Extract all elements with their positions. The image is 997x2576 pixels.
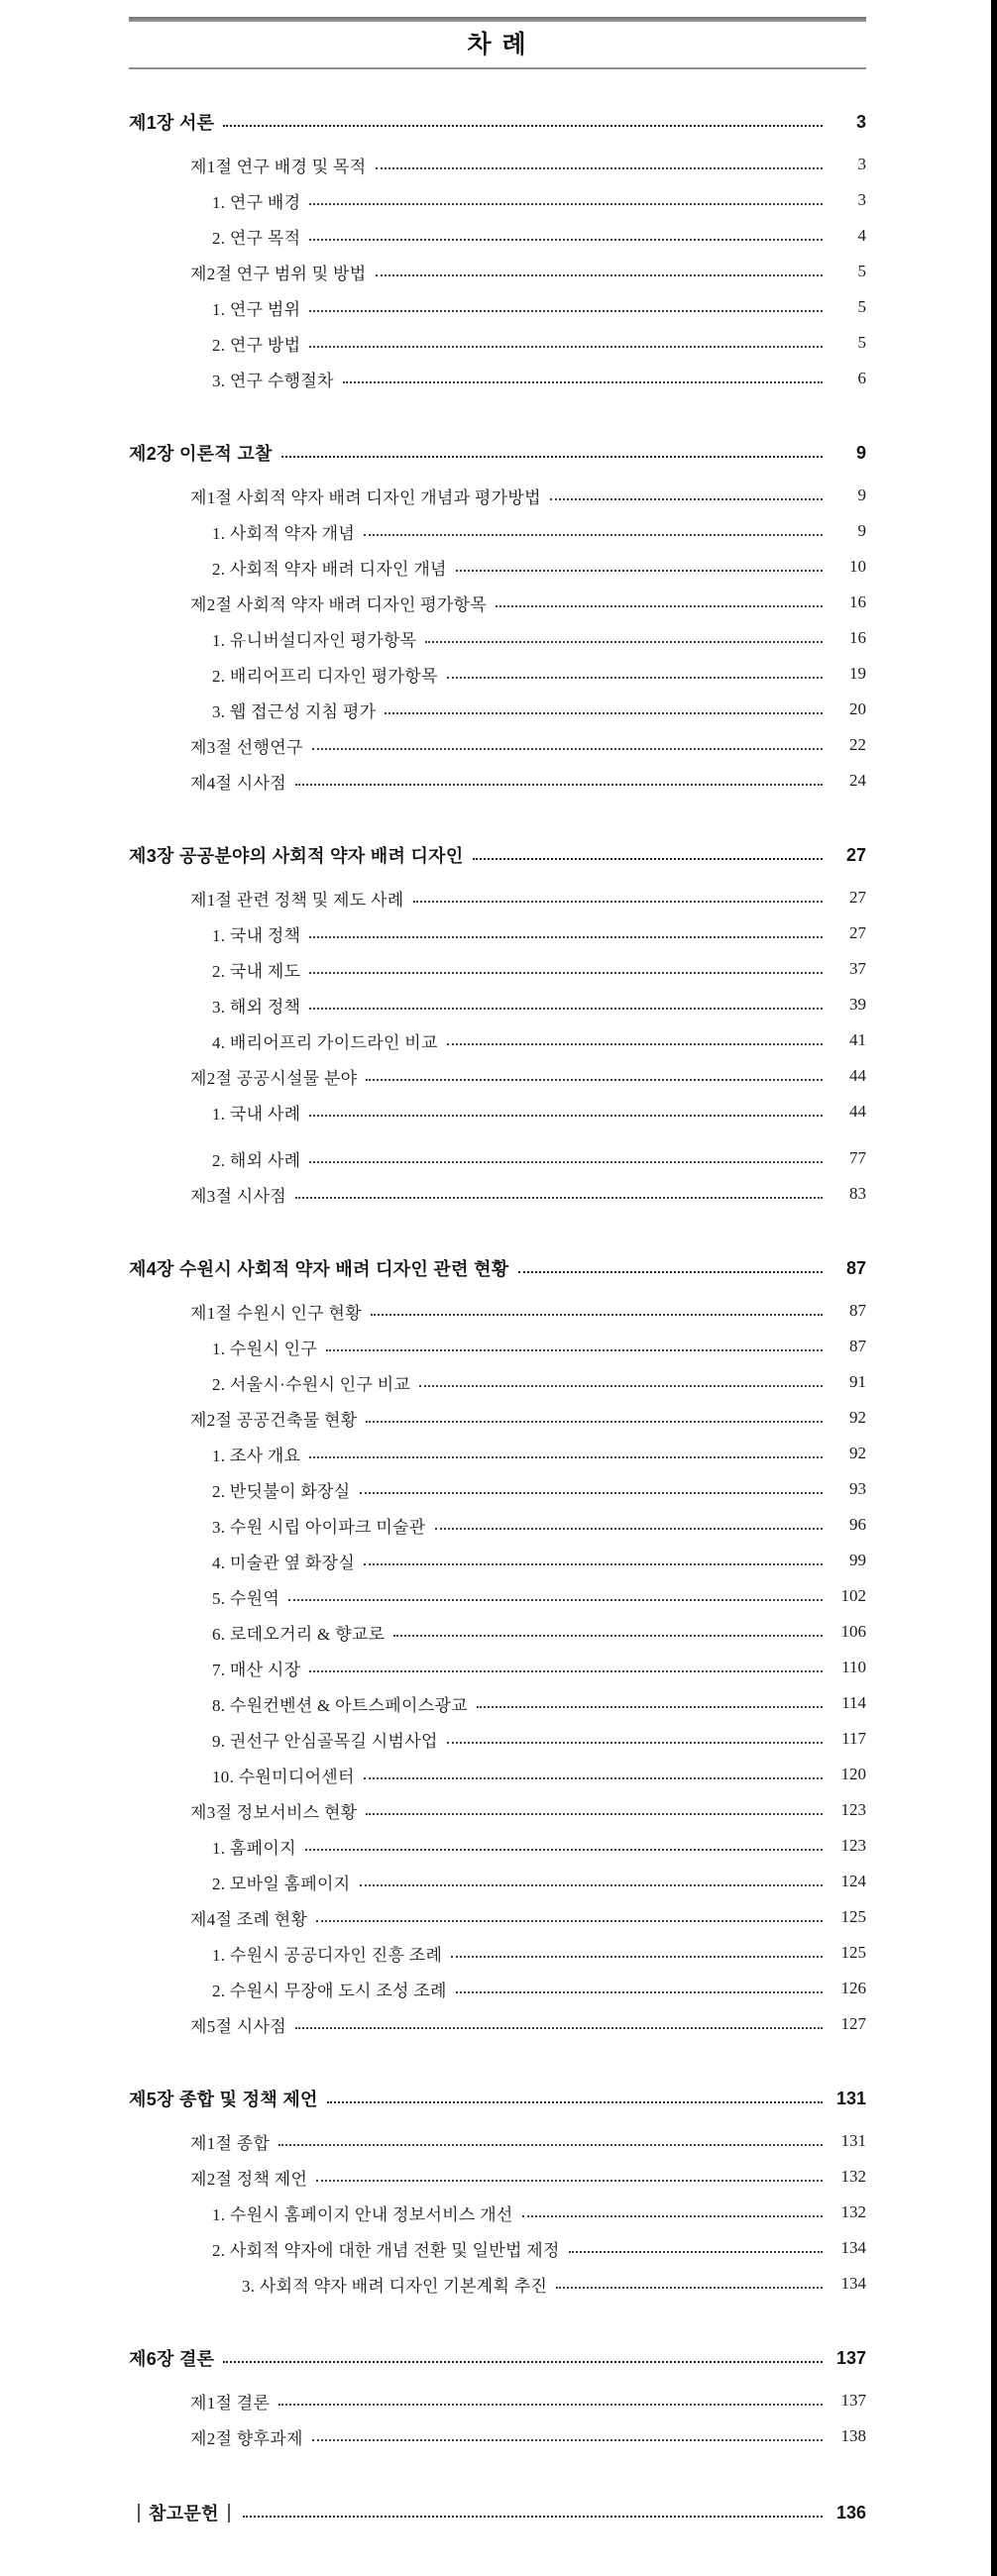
toc-entry-chapter bbox=[129, 836, 866, 874]
toc-entry-chapter bbox=[129, 103, 866, 141]
toc-entry-item bbox=[129, 1507, 866, 1543]
toc-entry-label: 1. 수원시 공공디자인 진흥 조례 bbox=[212, 1945, 443, 1965]
toc-entry-item-deep bbox=[129, 2266, 866, 2302]
dot-leader bbox=[364, 534, 823, 536]
toc-entry-page: 87 bbox=[849, 1301, 866, 1320]
toc-entry-label: 제1절 관련 정책 및 제도 사례 bbox=[190, 890, 404, 910]
toc-entry-section bbox=[129, 880, 866, 915]
toc-entry-page: 91 bbox=[849, 1372, 866, 1391]
dot-leader bbox=[312, 2439, 823, 2441]
toc-entry-chapter bbox=[129, 434, 866, 472]
toc-entry-page: 117 bbox=[841, 1729, 866, 1748]
toc-entry-item bbox=[129, 1685, 866, 1721]
toc-entry-page: 96 bbox=[849, 1515, 866, 1534]
toc-entry-label: 2. 연구 목적 bbox=[212, 228, 301, 248]
dot-leader bbox=[309, 972, 823, 974]
dot-leader bbox=[477, 1706, 823, 1708]
toc-entry-label: 1. 유니버설디자인 평가항목 bbox=[212, 630, 417, 650]
dot-leader bbox=[309, 1670, 823, 1672]
toc-entry-page: 120 bbox=[840, 1765, 866, 1783]
dot-leader bbox=[295, 2027, 823, 2029]
dot-leader bbox=[522, 2215, 823, 2217]
toc-entry-page: 19 bbox=[849, 664, 866, 683]
toc-entry-section bbox=[129, 1899, 866, 1935]
toc-group bbox=[129, 1249, 866, 2042]
toc-entry-item bbox=[129, 1094, 866, 1129]
dot-leader bbox=[456, 1991, 823, 1993]
toc-entry-page: 5 bbox=[857, 297, 866, 316]
toc-list bbox=[129, 103, 866, 2454]
dot-leader bbox=[281, 456, 823, 458]
toc-entry-label: 1. 조사 개요 bbox=[212, 1446, 301, 1465]
toc-entry-label: 6. 로데오거리 & 향교로 bbox=[212, 1624, 386, 1644]
toc-group bbox=[129, 2080, 866, 2302]
dot-leader bbox=[309, 1008, 823, 1010]
toc-entry-page: 92 bbox=[849, 1444, 866, 1462]
dot-leader bbox=[327, 2101, 823, 2103]
toc-group bbox=[129, 2339, 866, 2454]
toc-entry-item bbox=[129, 1436, 866, 1471]
toc-entry-label: 제5장 종합 및 정책 제언 bbox=[129, 2090, 318, 2109]
toc-entry-page: 87 bbox=[845, 1257, 866, 1278]
toc-entry-item bbox=[129, 1329, 866, 1364]
toc-entry-page: 77 bbox=[849, 1148, 866, 1167]
toc-entry-section bbox=[129, 147, 866, 182]
toc-entry-section bbox=[129, 1176, 866, 1212]
toc-entry-label: 제1절 종합 bbox=[190, 2133, 271, 2153]
toc-entry-item bbox=[129, 1543, 866, 1578]
toc-entry-section bbox=[129, 254, 866, 289]
dot-leader bbox=[278, 2404, 823, 2406]
toc-entry-label: 2. 반딧불이 화장실 bbox=[212, 1481, 351, 1501]
dot-leader bbox=[360, 1492, 823, 1494]
toc-entry-page: 138 bbox=[840, 2426, 866, 2445]
toc-entry-section bbox=[129, 763, 866, 799]
toc-entry-page: 22 bbox=[849, 735, 866, 754]
dot-leader bbox=[316, 1920, 823, 1922]
toc-entry-item bbox=[129, 2230, 866, 2266]
toc-entry-page: 9 bbox=[855, 442, 866, 463]
dot-leader bbox=[376, 167, 824, 169]
toc-entry-page: 27 bbox=[849, 888, 866, 907]
toc-entry-label: 8. 수원컨벤션 & 아트스페이스광교 bbox=[212, 1695, 468, 1715]
toc-entry-label: 제3절 정보서비스 현황 bbox=[190, 1802, 358, 1822]
toc-entry-page: 106 bbox=[840, 1622, 866, 1641]
toc-entry-item bbox=[129, 1140, 866, 1176]
dot-leader bbox=[569, 2251, 823, 2253]
toc-entry-label: 2. 사회적 약자 배려 디자인 개념 bbox=[212, 559, 447, 579]
toc-entry-label: 2. 배리어프리 디자인 평가항목 bbox=[212, 666, 438, 686]
toc-entry-item bbox=[129, 361, 866, 396]
reference-bar-right bbox=[228, 2504, 230, 2522]
toc-entry-page: 132 bbox=[840, 2167, 866, 2186]
dot-leader bbox=[419, 1385, 823, 1387]
toc-entry-page: 44 bbox=[849, 1102, 866, 1121]
toc-entry-label: 3. 웹 접근성 지침 평가 bbox=[212, 701, 377, 721]
dot-leader bbox=[447, 1043, 823, 1045]
toc-entry-item bbox=[129, 1935, 866, 1971]
dot-leader bbox=[364, 1777, 823, 1779]
dot-leader bbox=[309, 346, 823, 348]
toc-entry-item bbox=[129, 1650, 866, 1685]
toc-entry-label: 1. 국내 정책 bbox=[212, 925, 301, 945]
toc-entry-item bbox=[129, 182, 866, 218]
toc-entry-page: 5 bbox=[857, 262, 866, 280]
toc-entry-label: 제6장 결론 bbox=[129, 2349, 215, 2369]
toc-entry-page: 16 bbox=[849, 628, 866, 647]
toc-entry-page: 127 bbox=[840, 2014, 866, 2033]
toc-entry-page: 44 bbox=[849, 1066, 866, 1085]
toc-entry-label: 제1절 결론 bbox=[190, 2393, 271, 2413]
toc-entry-item bbox=[129, 987, 866, 1022]
dot-leader bbox=[312, 748, 823, 750]
toc-entry-page: 114 bbox=[841, 1693, 866, 1712]
toc-entry-page: 3 bbox=[857, 155, 866, 173]
page-title: 차 례 bbox=[467, 31, 528, 58]
dot-leader bbox=[550, 498, 823, 500]
toc-entry-label: 3. 사회적 약자 배려 디자인 기본계획 추진 bbox=[242, 2276, 548, 2296]
toc-entry-label: 3. 해외 정책 bbox=[212, 997, 301, 1017]
dot-leader bbox=[435, 1528, 824, 1530]
dot-leader bbox=[278, 2144, 823, 2146]
dot-leader bbox=[316, 2180, 823, 2182]
toc-entry-page: 134 bbox=[840, 2274, 866, 2293]
toc-entry-page: 37 bbox=[849, 959, 866, 978]
toc-entry-page: 136 bbox=[835, 2502, 866, 2522]
toc-entry-label: 4. 배리어프리 가이드라인 비교 bbox=[212, 1032, 438, 1052]
dot-leader bbox=[343, 381, 823, 383]
toc-entry-item bbox=[129, 549, 866, 585]
toc-entry-page: 27 bbox=[845, 844, 866, 865]
dot-leader bbox=[309, 1115, 823, 1117]
toc-entry-page: 83 bbox=[849, 1184, 866, 1203]
dot-leader bbox=[451, 1956, 823, 1958]
toc-entry-page: 9 bbox=[857, 521, 866, 540]
toc-entry-section bbox=[129, 1792, 866, 1828]
dot-leader bbox=[456, 570, 823, 572]
toc-entry-section bbox=[129, 1058, 866, 1094]
toc-entry-label: 제4장 수원시 사회적 약자 배려 디자인 관련 현황 bbox=[129, 1259, 509, 1279]
toc-entry-section bbox=[129, 2123, 866, 2159]
toc-entry-label: 제5절 시사점 bbox=[190, 2016, 286, 2036]
toc-entry-page: 125 bbox=[840, 1943, 866, 1962]
toc-entry-section bbox=[129, 1293, 866, 1329]
toc-entry-item bbox=[129, 1022, 866, 1058]
dot-leader bbox=[496, 605, 823, 607]
toc-entry-section bbox=[129, 2418, 866, 2454]
toc-entry-references bbox=[129, 2494, 866, 2531]
toc-entry-chapter bbox=[129, 1249, 866, 1287]
toc-entry-item bbox=[129, 1471, 866, 1507]
toc-entry-section bbox=[129, 727, 866, 763]
toc-entry-label: 1. 수원시 홈페이지 안내 정보서비스 개선 bbox=[212, 2204, 513, 2224]
toc-entry-label: 제1절 사회적 약자 배려 디자인 개념과 평가방법 bbox=[190, 487, 541, 507]
toc-entry-page: 110 bbox=[841, 1658, 866, 1676]
toc-entry-page: 16 bbox=[849, 592, 866, 611]
toc-entry-item bbox=[129, 289, 866, 325]
toc-entry-page: 137 bbox=[835, 2347, 866, 2368]
toc-entry-label: 제2절 연구 범위 및 방법 bbox=[190, 264, 367, 283]
toc-entry-label: 2. 사회적 약자에 대한 개념 전환 및 일반법 제정 bbox=[212, 2240, 560, 2260]
screenshot-right-edge bbox=[991, 0, 997, 2576]
toc-entry-label: 9. 권선구 안심골목길 시범사업 bbox=[212, 1731, 438, 1751]
toc-entry-label: 2. 수원시 무장애 도시 조성 조례 bbox=[212, 1981, 447, 2000]
toc-entry-item bbox=[129, 1828, 866, 1864]
toc-entry-page: 39 bbox=[849, 995, 866, 1014]
toc-entry-label: 제1절 수원시 인구 현황 bbox=[190, 1303, 362, 1323]
toc-entry-item bbox=[129, 1864, 866, 1899]
toc-entry-label: 제3장 공공분야의 사회적 약자 배려 디자인 bbox=[129, 846, 464, 866]
dot-leader bbox=[366, 1079, 823, 1081]
toc-entry-label: 1. 수원시 인구 bbox=[212, 1339, 318, 1358]
toc-entry-label: 제2절 사회적 약자 배려 디자인 평가항목 bbox=[190, 594, 488, 614]
reference-bar-left bbox=[138, 2504, 140, 2522]
toc-entry-item bbox=[129, 513, 866, 549]
header-rule-bottom bbox=[129, 67, 866, 69]
dot-leader bbox=[305, 1849, 823, 1851]
toc-entry-label: 제3절 시사점 bbox=[190, 1186, 286, 1206]
dot-leader bbox=[376, 274, 824, 276]
toc-entry-page: 123 bbox=[840, 1800, 866, 1819]
toc-entry-label: 제2장 이론적 고찰 bbox=[129, 444, 273, 464]
toc-entry-section bbox=[129, 2383, 866, 2418]
toc-entry-page: 3 bbox=[855, 111, 866, 132]
toc-entry-item bbox=[129, 1614, 866, 1650]
toc-entry-page: 27 bbox=[849, 923, 866, 942]
toc-entry-page: 124 bbox=[840, 1872, 866, 1890]
toc-entry-label: 1. 홈페이지 bbox=[212, 1838, 296, 1858]
dot-leader bbox=[295, 784, 823, 786]
toc-entry-item bbox=[129, 620, 866, 656]
toc-entry-page: 20 bbox=[849, 699, 866, 718]
toc-entry-page: 5 bbox=[857, 333, 866, 352]
toc-entry-label: 7. 매산 시장 bbox=[212, 1660, 301, 1679]
dot-leader bbox=[309, 203, 823, 205]
toc-entry-page: 99 bbox=[849, 1551, 866, 1569]
toc-entry-chapter bbox=[129, 2339, 866, 2377]
references-block bbox=[129, 2494, 866, 2531]
toc-entry-label: 제2절 공공시설물 분야 bbox=[190, 1068, 358, 1088]
toc-entry-label: 4. 미술관 옆 화장실 bbox=[212, 1553, 356, 1572]
dot-leader bbox=[556, 2287, 823, 2289]
dot-leader bbox=[366, 1813, 823, 1815]
toc-entry-page: 4 bbox=[857, 226, 866, 245]
toc-entry-item bbox=[129, 915, 866, 951]
toc-entry-page: 41 bbox=[849, 1030, 866, 1049]
toc-entry-page: 123 bbox=[840, 1836, 866, 1855]
dot-leader bbox=[309, 936, 823, 938]
toc-entry-item bbox=[129, 1578, 866, 1614]
toc-entry-item bbox=[129, 951, 866, 987]
toc-entry-label: 참고문헌 bbox=[149, 2504, 219, 2523]
toc-entry-label: 제1절 연구 배경 및 목적 bbox=[190, 157, 367, 176]
toc-entry-chapter bbox=[129, 2080, 866, 2117]
dot-leader bbox=[309, 1456, 823, 1458]
dot-leader bbox=[385, 712, 823, 714]
dot-leader bbox=[243, 2516, 823, 2518]
dot-leader bbox=[309, 1161, 823, 1163]
toc-entry-section bbox=[129, 2006, 866, 2042]
dot-leader bbox=[447, 1742, 823, 1744]
toc-entry-label: 제4절 조례 현황 bbox=[190, 1909, 308, 1929]
toc-entry-item bbox=[129, 1757, 866, 1792]
toc-entry-page: 131 bbox=[840, 2131, 866, 2150]
toc-entry-page: 87 bbox=[849, 1337, 866, 1355]
toc-entry-label: 제2절 정책 제언 bbox=[190, 2169, 308, 2189]
page-content bbox=[129, 17, 866, 2531]
toc-entry-section bbox=[129, 478, 866, 513]
dot-leader bbox=[309, 310, 823, 312]
toc-entry-page: 126 bbox=[840, 1979, 866, 1997]
toc-entry-label: 제1장 서론 bbox=[129, 113, 215, 133]
dot-leader bbox=[364, 1563, 823, 1565]
toc-entry-section bbox=[129, 2159, 866, 2195]
toc-entry-page: 137 bbox=[840, 2391, 866, 2410]
dot-leader bbox=[223, 2361, 823, 2363]
dot-leader bbox=[447, 677, 823, 679]
toc-entry-label: 2. 해외 사례 bbox=[212, 1150, 301, 1170]
toc-entry-section bbox=[129, 585, 866, 620]
toc-entry-label: 2. 국내 제도 bbox=[212, 961, 301, 981]
toc-entry-page: 24 bbox=[849, 771, 866, 790]
toc-entry-section bbox=[129, 1400, 866, 1436]
dot-leader bbox=[288, 1599, 823, 1601]
toc-entry-page: 134 bbox=[840, 2238, 866, 2257]
dot-leader bbox=[413, 901, 824, 903]
toc-entry-page: 9 bbox=[857, 485, 866, 504]
toc-group bbox=[129, 836, 866, 1212]
dot-leader bbox=[366, 1421, 823, 1423]
toc-entry-page: 125 bbox=[840, 1907, 866, 1926]
toc-entry-label: 5. 수원역 bbox=[212, 1588, 280, 1608]
dot-leader bbox=[393, 1635, 823, 1637]
toc-entry-page: 131 bbox=[835, 2088, 866, 2108]
dot-leader bbox=[295, 1197, 823, 1199]
dot-leader bbox=[309, 239, 823, 241]
toc-entry-label: 1. 국내 사례 bbox=[212, 1104, 301, 1124]
toc-entry-item bbox=[129, 656, 866, 692]
toc-entry-page: 6 bbox=[857, 369, 866, 387]
toc-entry-item bbox=[129, 1971, 866, 2006]
toc-entry-label: 제4절 시사점 bbox=[190, 773, 286, 793]
dot-leader bbox=[223, 125, 823, 127]
toc-entry-label: 1. 연구 배경 bbox=[212, 192, 301, 212]
toc-entry-label: 1. 연구 범위 bbox=[212, 299, 301, 319]
toc-entry-label: 제3절 선행연구 bbox=[190, 737, 303, 757]
dot-leader bbox=[425, 641, 823, 643]
dot-leader bbox=[326, 1349, 823, 1351]
toc-entry-item bbox=[129, 1364, 866, 1400]
toc-group bbox=[129, 434, 866, 799]
toc-entry-page: 132 bbox=[840, 2202, 866, 2221]
toc-entry-label: 3. 수원 시립 아이파크 미술관 bbox=[212, 1517, 426, 1537]
toc-entry-page: 92 bbox=[849, 1408, 866, 1427]
dot-leader bbox=[371, 1314, 823, 1316]
toc-entry-label: 10. 수원미디어센터 bbox=[212, 1767, 355, 1786]
toc-entry-page: 102 bbox=[840, 1586, 866, 1605]
toc-entry-label: 제2절 향후과제 bbox=[190, 2428, 303, 2448]
toc-entry-page: 93 bbox=[849, 1479, 866, 1498]
toc-entry-item bbox=[129, 2195, 866, 2230]
dot-leader bbox=[473, 858, 823, 860]
toc-entry-label: 3. 연구 수행절차 bbox=[212, 371, 334, 390]
toc-group bbox=[129, 103, 866, 396]
toc-entry-item bbox=[129, 218, 866, 254]
dot-leader bbox=[518, 1271, 824, 1273]
toc-entry-item bbox=[129, 1721, 866, 1757]
toc-entry-item bbox=[129, 325, 866, 361]
toc-entry-label: 2. 모바일 홈페이지 bbox=[212, 1874, 351, 1893]
toc-entry-label: 2. 연구 방법 bbox=[212, 335, 301, 355]
toc-entry-item bbox=[129, 692, 866, 727]
toc-entry-page: 10 bbox=[849, 557, 866, 576]
toc-entry-label: 2. 서울시·수원시 인구 비교 bbox=[212, 1374, 411, 1394]
toc-entry-page: 3 bbox=[857, 190, 866, 209]
toc-entry-label: 1. 사회적 약자 개념 bbox=[212, 523, 356, 543]
dot-leader bbox=[360, 1884, 823, 1886]
toc-entry-label: 제2절 공공건축물 현황 bbox=[190, 1410, 358, 1430]
